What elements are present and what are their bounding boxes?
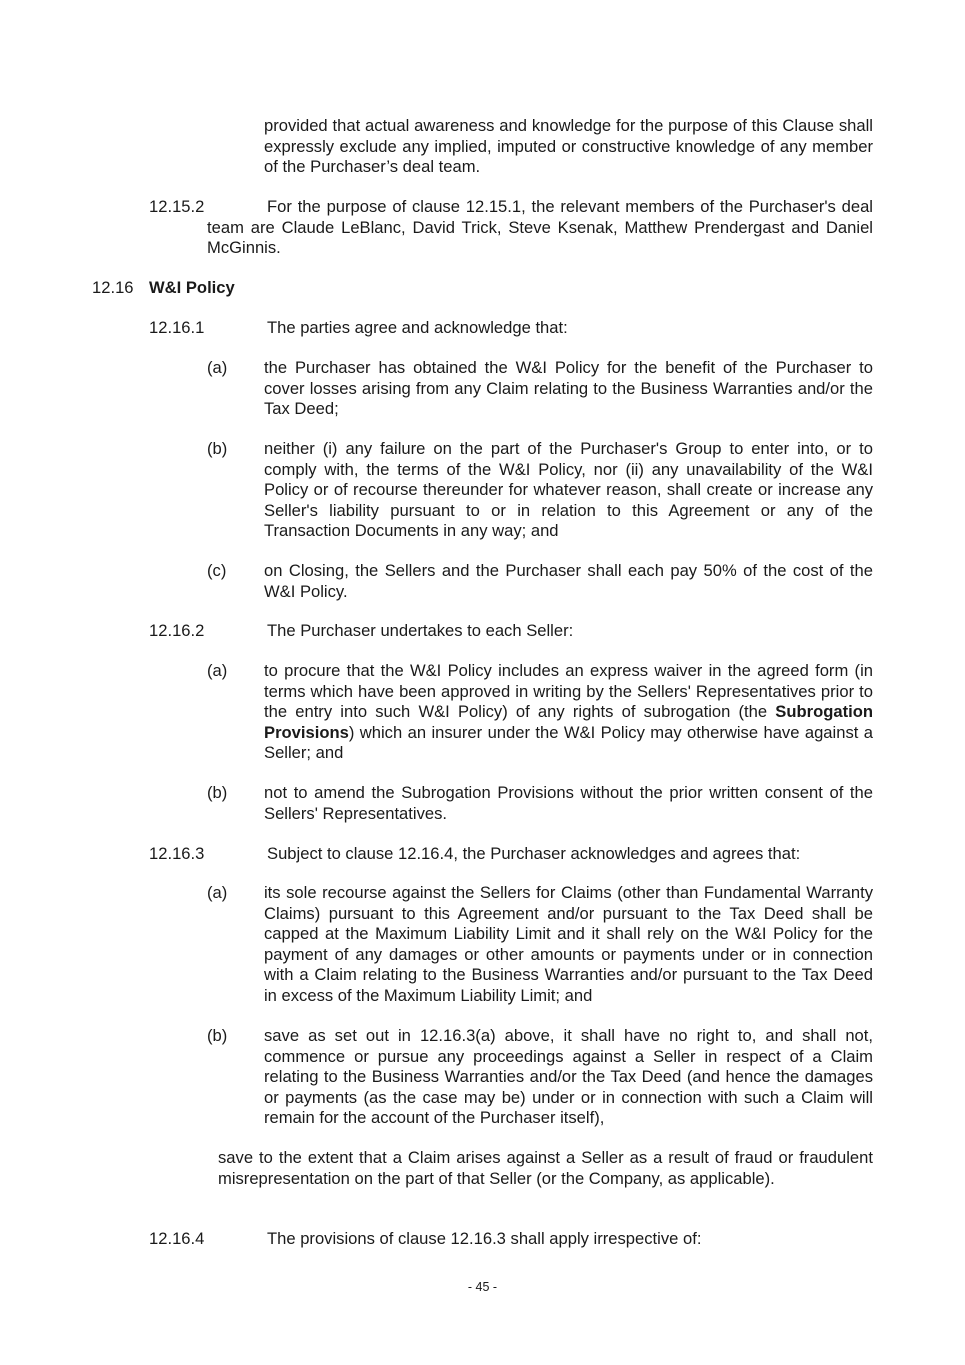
clause-12-16-number: 12.16 (92, 278, 134, 297)
clause-12-16-1-intro: The parties agree and acknowledge that: (267, 318, 568, 337)
defined-term-subrogation-provisions: Subrogation Provisions (264, 702, 873, 742)
clause-12-16-2-number: 12.16.2 (149, 621, 205, 640)
clause-12-16-1-a-label: (a) (207, 358, 228, 377)
clause-12-16-3-b-text: save as set out in 12.16.3(a) above, it shall have no right to, and shall not, commence or pursue any proceedings against a Seller in respect of a Claim relating to the Business Warranties and/or the Tax Deed (and hence the damages or payments (as the case may be) under or in connection with such a Claim will remain for the account of the Purchaser itself), (264, 1026, 873, 1127)
clause-12-16-1-c-label: (c) (207, 561, 227, 580)
clause-12-15-2-text: For the purpose of clause 12.15.1, the relevant members of the Purchaser's deal team are Claude LeBlanc, David Trick, Steve Ksenak, Matthew Prendergast and Daniel McGinnis. (207, 197, 873, 257)
proviso-12-15-1: provided that actual awareness and knowledge for the purpose of this Clause shall expressly exclude any implied, imputed or constructive knowledge of any member of the Purchaser’s deal team. (264, 116, 873, 176)
clause-12-16-1-b-label: (b) (207, 439, 228, 458)
clause-12-16-1-b-text: neither (i) any failure on the part of the Purchaser's Group to enter into, or to comply with, the terms of the W&I Policy, nor (ii) any unavailability of the W&I Policy or of recourse thereunder for whatever reason, shall create or increase any Seller's liability pursuant to or in relation to this Agreement or any of the Transaction Documents in any way; and (264, 439, 873, 540)
clause-12-16-3-number: 12.16.3 (149, 844, 205, 863)
clause-12-16-1-a-text: the Purchaser has obtained the W&I Policy for the benefit of the Purchaser to cover losses arising from any Claim relating to the Business Warranties and/or the Tax Deed; (264, 358, 873, 418)
clause-12-16-3-a-text: its sole recourse against the Sellers for Claims (other than Fundamental Warranty Claims) pursuant to this Agreement and/or pursuant to the Tax Deed shall be capped at the Maximum Liability Limit and it shall rely on the W&I Policy for the payment of any damages or other amounts or payments under or in connection with a Claim relating to the Business Warranties and/or pursuant to the Tax Deed in excess of the Maximum Liability Limit; and (264, 883, 873, 1005)
clause-12-16-2-a-text-post: ) which an insurer under the W&I Policy may otherwise have against a Seller; and (264, 722, 873, 762)
clause-12-16-2-b-label: (b) (207, 783, 228, 802)
clause-12-16-2-b-text: not to amend the Subrogation Provisions without the prior written consent of the Sellers' Representatives. (264, 783, 873, 823)
clause-12-16-1-number: 12.16.1 (149, 318, 205, 337)
clause-12-16-3-proviso: save to the extent that a Claim arises against a Seller as a result of fraud or fraudulent misrepresentation on the part of that Seller (or the Company, as applicable). (218, 1148, 873, 1188)
clause-12-16-2-a-text-pre: to procure that the W&I Policy includes an express waiver in the agreed form (in terms which have been approved in writing by the Sellers' Representatives prior to the entry into such W&I Policy) of any rights of subrogation (the (264, 661, 873, 721)
clause-12-15-2-number: 12.15.2 (149, 197, 205, 216)
clause-12-16-2-intro: The Purchaser undertakes to each Seller: (267, 621, 574, 640)
clause-12-16-2-a-text (264, 661, 873, 764)
clause-12-16-heading: W&I Policy (149, 278, 235, 297)
clause-12-16-4-intro: The provisions of clause 12.16.3 shall apply irrespective of: (267, 1229, 702, 1248)
clause-12-16-3-intro: Subject to clause 12.16.4, the Purchaser acknowledges and agrees that: (267, 844, 801, 863)
clause-12-16-3-b-label: (b) (207, 1026, 228, 1045)
clause-12-16-4-number: 12.16.4 (149, 1229, 205, 1248)
page-number: - 45 - (467, 1280, 498, 1294)
clause-12-16-2-a-label: (a) (207, 661, 228, 680)
clause-12-16-3-a-label: (a) (207, 883, 228, 902)
clause-12-16-1-c-text: on Closing, the Sellers and the Purchaser shall each pay 50% of the cost of the W&I Policy. (264, 561, 873, 601)
